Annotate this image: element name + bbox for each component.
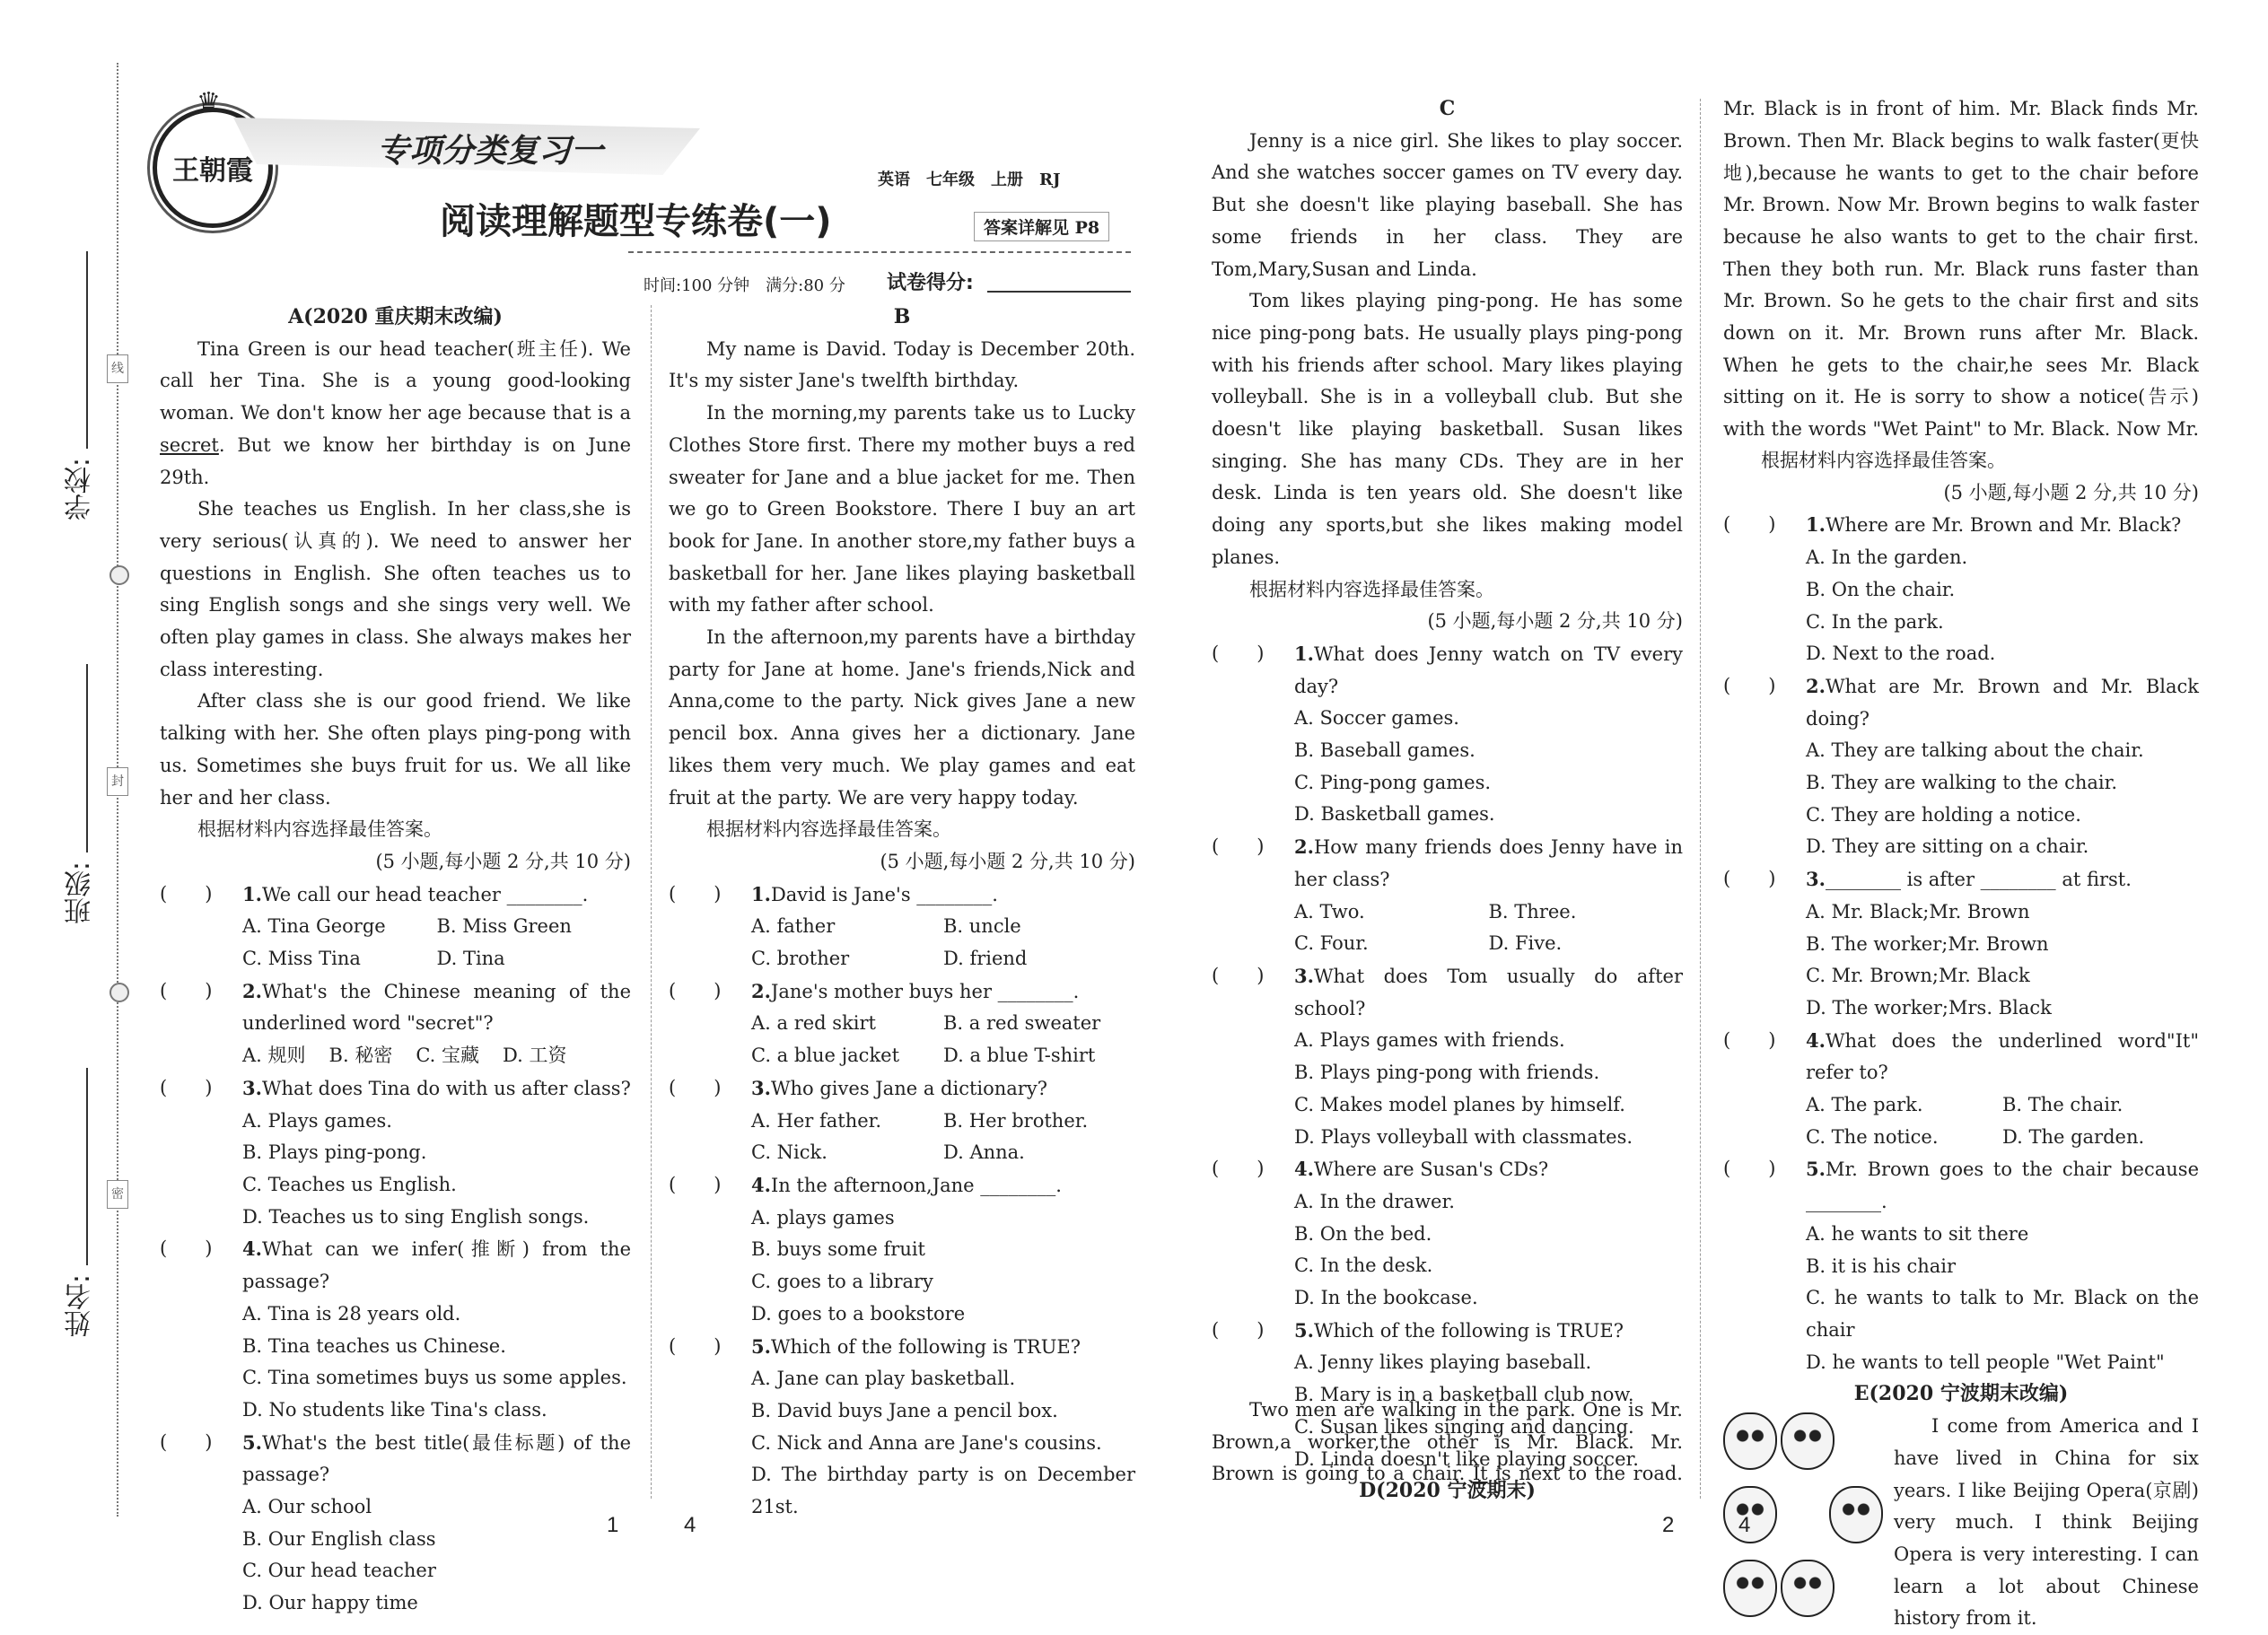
option: A. They are talking about the chair. <box>1806 739 2144 762</box>
option: D. No students like Tina's class. <box>242 1398 547 1421</box>
opera-mask-icon <box>1829 1486 1883 1543</box>
instruction: 根据材料内容选择最佳答案。 <box>1249 578 1494 600</box>
answer-box[interactable]: ( ) <box>669 882 722 905</box>
option: D. The garden. <box>2002 1125 2145 1148</box>
answer-ref: 答案详解见 P8 <box>974 212 1109 241</box>
option: A. he wants to sit there <box>1806 1222 2029 1245</box>
option: A. a red skirt <box>751 1012 876 1035</box>
option: C. They are holding a notice. <box>1806 803 2081 826</box>
option: A. The park. <box>1806 1094 1923 1116</box>
seal-mark-secret: 密 <box>107 1180 128 1209</box>
section-d <box>1723 93 2199 1635</box>
answer-box[interactable]: ( ) <box>669 1173 722 1195</box>
option: B. Mary is in a basketball club now. <box>1294 1384 1634 1406</box>
option: B. David buys Jane a pencil box. <box>751 1399 1058 1421</box>
question: ( ) 5.What's the best title(最佳标题) of the passage? <box>160 1427 631 1491</box>
option: B. The chair. <box>2002 1094 2124 1116</box>
section-heading: A(2020 重庆期末改编) <box>288 305 503 328</box>
option: D. Plays volleyball with classmates. <box>1294 1125 1633 1148</box>
option: C. Teaches us English. <box>242 1173 457 1195</box>
answer-box[interactable]: ( ) <box>160 882 213 905</box>
instruction: 根据材料内容选择最佳答案。 <box>197 818 442 841</box>
option: D. 工资 <box>503 1045 567 1067</box>
answer-box[interactable]: ( ) <box>669 1334 722 1357</box>
option: D. friend <box>943 948 1028 970</box>
answer-box[interactable]: ( ) <box>1212 642 1265 664</box>
answer-box[interactable]: ( ) <box>1212 1318 1265 1341</box>
question: ( ) 2.What's the Chinese meaning of the underlined word "secret"? <box>160 975 631 1040</box>
option: B. uncle <box>943 915 1021 938</box>
option: A. In the garden. <box>1806 546 1968 569</box>
column-divider <box>651 305 652 1499</box>
passage-paragraph: I come from America and I have lived in China for six years. I like Beijing Opera(京剧) very much. I think Beijing Opera is very interesting. I can learn a lot about Chinese history from it. <box>1894 1415 2199 1630</box>
passage-paragraph: Jenny is a nice girl. She likes to play soccer. And she watches soccer games on TV every day. But she doesn't like playing baseball. She has some friends in her class. They are Tom,Mary,Susan and Linda. <box>1212 129 1683 280</box>
option: C. 宝藏 <box>416 1045 479 1067</box>
option: B. Three. <box>1488 900 1577 922</box>
option: D. a blue T-shirt <box>943 1045 1096 1067</box>
instruction: 根据材料内容选择最佳答案。 <box>706 818 951 841</box>
option: A. 规则 <box>242 1045 306 1067</box>
option: B. a red sweater <box>943 1012 1101 1035</box>
option: D. The worker;Mrs. Black <box>1806 996 2052 1019</box>
option: D. They are sitting on a chair. <box>1806 835 2089 858</box>
passage-paragraph: Two men are walking in the park. One is Mr. Brown,a worker,the other is Mr. Black. Mr. Brown is going to a chair. It is next to the road. <box>1212 1399 1683 1485</box>
option: B. Our English class <box>242 1527 436 1550</box>
option: A. Her father. <box>751 1109 882 1132</box>
answer-box[interactable]: ( ) <box>160 1076 213 1098</box>
name-label: 姓名: <box>65 1274 96 1338</box>
option: A. Two. <box>1294 900 1365 922</box>
score-note: (5 小题,每小题 2 分,共 10 分) <box>880 850 1135 872</box>
score-field[interactable] <box>987 291 1131 293</box>
question: ( ) 3.________ is after ________ at first. <box>1723 863 2199 896</box>
score-note: (5 小题,每小题 2 分,共 10 分) <box>1943 481 2199 503</box>
option: C. Mr. Brown;Mr. Black <box>1806 965 2030 987</box>
answer-box[interactable]: ( ) <box>1212 835 1265 858</box>
score-note: (5 小题,每小题 2 分,共 10 分) <box>375 850 631 872</box>
seal-dot-icon <box>109 565 129 585</box>
option: C. a blue jacket <box>751 1045 900 1067</box>
option: A. Tina is 28 years old. <box>242 1302 461 1325</box>
option: A. Jane can play basketball. <box>751 1368 1016 1390</box>
option: A. father <box>751 915 836 938</box>
option: D. he wants to tell people "Wet Paint" <box>1806 1351 2165 1373</box>
section-heading: B <box>893 305 911 328</box>
opera-mask-icon <box>1723 1412 1777 1470</box>
answer-box[interactable]: ( ) <box>160 979 213 1001</box>
opera-mask-icon <box>1781 1560 1835 1617</box>
crown-icon: ♛ <box>197 87 221 118</box>
option: C. Miss Tina <box>242 948 361 970</box>
question: ( ) 3.Who gives Jane a dictionary? <box>669 1072 1135 1106</box>
option: C. Nick. <box>751 1141 828 1164</box>
question: ( ) 1.David is Jane's ________. <box>669 879 1135 912</box>
seal-dot-icon <box>109 983 129 1002</box>
option: C. brother <box>751 948 850 970</box>
question: ( ) 5.Which of the following is TRUE? <box>669 1331 1135 1364</box>
page-number: 4 <box>1738 1513 1751 1537</box>
option: A. In the drawer. <box>1294 1190 1455 1212</box>
option: C. Nick and Anna are Jane's cousins. <box>751 1431 1102 1454</box>
option: A. Plays games. <box>242 1109 392 1132</box>
option: B. On the bed. <box>1294 1222 1432 1245</box>
option: C. Ping-pong games. <box>1294 771 1492 793</box>
opera-mask-icon <box>1723 1560 1777 1617</box>
passage-continued: Mr. Black is in front of him. Mr. Black finds Mr. Brown. Then Mr. Black begins to walk faster(更快地),because he wants to get to the chair before Mr. Brown. Now Mr. Brown begins to walk faster because he also wants to get to the chair first. Then they both run. Mr. Black runs faster than Mr. Brown. So he gets to the chair first and sits down on it. Mr. Brown runs after Mr. Black. When he gets to the chair,he sees Mr. Black sitting on it. He is sorry to show a notice(告示) with the words "Wet Paint" to Mr. Black. Now Mr. <box>1723 98 2199 441</box>
option: B. buys some fruit <box>751 1238 925 1261</box>
passage-paragraph: She teaches us English. In her class,she is very serious(认真的). We need to answer her questions in English. She often teaches us to sing English songs and she sings very well. We often play games in class. She always makes her class interesting. <box>160 498 631 680</box>
option: A. Jenny likes playing baseball. <box>1294 1351 1592 1374</box>
answer-box[interactable]: ( ) <box>1212 964 1265 986</box>
option: D. Anna. <box>943 1141 1025 1164</box>
section-e <box>1723 1411 2199 1635</box>
option: C. In the park. <box>1806 610 1944 633</box>
passage-paragraph: Tom likes playing ping-pong. He has some nice ping-pong bats. He usually plays ping-pong with his friends after school. Mary likes playing volleyball. She is in a volleyball club. But she doesn't like playing basketball. Susan likes singing. She has many CDs. They are in her desk. Linda is ten years old. She doesn't like doing any sports,but she likes making model planes. <box>1212 290 1683 568</box>
option: D. Tina <box>436 948 505 970</box>
answer-box[interactable]: ( ) <box>1723 868 1776 890</box>
question: ( ) 5.Mr. Brown goes to the chair because ________. <box>1723 1153 2199 1218</box>
option: D. goes to a bookstore <box>751 1302 966 1325</box>
option: D. Teaches us to sing English songs. <box>242 1205 590 1228</box>
main-title: 阅读理解题型专练卷(一) <box>440 201 832 242</box>
class-label: 班级: <box>65 861 96 925</box>
name-field[interactable] <box>86 1068 88 1265</box>
option: C. The notice. <box>1806 1125 1939 1148</box>
title-underline <box>628 251 1131 253</box>
option: B. it is his chair <box>1806 1255 1957 1277</box>
question: ( ) 3.What does Tina do with us after class? <box>160 1072 631 1106</box>
question: ( ) 4.What does the underlined word"It" refer to? <box>1723 1025 2199 1089</box>
passage-paragraph: Tina Green is our head teacher(班主任). We call her Tina. She is a young good-looking woman. We don't know her age because that is a secret. But we know her birthday is on June 29th. <box>160 337 631 488</box>
answer-box[interactable]: ( ) <box>1723 674 1776 696</box>
answer-box[interactable]: ( ) <box>1723 1158 1776 1180</box>
question: ( ) 2.What are Mr. Brown and Mr. Black doing? <box>1723 670 2199 735</box>
section-d-flow <box>1212 1395 1683 1495</box>
option: B. On the chair. <box>1806 578 1956 600</box>
question: ( ) 4.Where are Susan's CDs? <box>1212 1153 1683 1186</box>
option: D. Linda doesn't like playing soccer. <box>1294 1447 1639 1470</box>
subject-tags: 英语 七年级 上册 RJ <box>878 170 1061 189</box>
option: D. Our happy time <box>242 1592 418 1614</box>
option: A. Soccer games. <box>1294 707 1459 730</box>
section-c <box>1212 93 1683 1508</box>
section-heading: C <box>1439 97 1456 120</box>
option: C. he wants to talk to Mr. Black on the chair <box>1806 1287 2199 1341</box>
opera-mask-icon <box>1781 1412 1835 1470</box>
passage-paragraph: My name is David. Today is December 20th. It's my sister Jane's twelfth birthday. <box>669 337 1135 392</box>
option: A. plays games <box>751 1206 895 1228</box>
section-b <box>669 302 1135 1524</box>
option: B. Tina teaches us Chinese. <box>242 1334 506 1357</box>
section-a <box>160 302 631 1620</box>
option: D. In the bookcase. <box>1294 1287 1478 1309</box>
question: ( ) 1.Where are Mr. Brown and Mr. Black? <box>1723 509 2199 542</box>
passage-paragraph: In the afternoon,my parents have a birthday party for Jane at home. Jane's friends,Nick and Anna,come to the party. Nick gives Jane a new pencil box. Anna gives her a dictionary. Jane likes them very much. We play games and eat fruit at the party. We are very happy today. <box>669 626 1135 809</box>
option: B. They are walking to the chair. <box>1806 772 2117 794</box>
option: D. The birthday party is on December 21st. <box>751 1464 1135 1518</box>
class-field[interactable] <box>86 664 88 852</box>
option: C. Makes model planes by himself. <box>1294 1093 1625 1115</box>
option: D. Next to the road. <box>1806 643 1996 665</box>
question: ( ) 5.Which of the following is TRUE? <box>1212 1315 1683 1348</box>
option: D. Five. <box>1488 932 1563 955</box>
question: ( ) 4.In the afternoon,Jane ________. <box>669 1169 1135 1202</box>
option: B. Miss Green <box>436 915 572 938</box>
option: C. Our head teacher <box>242 1560 436 1582</box>
option: B. The worker;Mr. Brown <box>1806 932 2049 955</box>
time-score: 时间:100 分钟 满分:80 分 <box>644 276 845 295</box>
option: B. Her brother. <box>943 1109 1089 1132</box>
question: ( ) 1.What does Jenny watch on TV every day? <box>1212 638 1683 703</box>
school-field[interactable] <box>86 251 88 449</box>
option: A. Tina George <box>242 915 386 938</box>
option: B. 秘密 <box>328 1045 393 1067</box>
option: C. goes to a library <box>751 1271 933 1293</box>
question: ( ) 3.What does Tom usually do after school? <box>1212 960 1683 1025</box>
option: B. Baseball games. <box>1294 739 1476 762</box>
page-number: 4 <box>684 1513 696 1537</box>
question: ( ) 1.We call our head teacher ________. <box>160 879 631 912</box>
option: B. Plays ping-pong. <box>242 1141 427 1164</box>
answer-box[interactable]: ( ) <box>669 979 722 1001</box>
option: A. Our school <box>242 1496 372 1518</box>
question: ( ) 2.Jane's mother buys her ________. <box>669 975 1135 1009</box>
brand-logo: ♛ 王朝霞 <box>153 108 273 228</box>
section-heading: E(2020 宁波期末改编) <box>1853 1382 2069 1406</box>
answer-box[interactable]: ( ) <box>1723 513 1776 536</box>
answer-box[interactable]: ( ) <box>1723 1028 1776 1051</box>
series-title: 专项分类复习一 <box>377 133 604 170</box>
seal-mark-seal: 封 <box>107 767 128 796</box>
answer-box[interactable]: ( ) <box>1212 1158 1265 1180</box>
passage-paragraph: After class she is our good friend. We like talking with her. She often plays ping-pong with us. Sometimes she buys fruit for us. We all like her and her class. <box>160 690 631 809</box>
option: C. In the desk. <box>1294 1255 1433 1277</box>
school-label: 学校: <box>65 458 96 521</box>
option: A. Mr. Black;Mr. Brown <box>1806 900 2030 922</box>
passage-paragraph: In the morning,my parents take us to Lucky Clothes Store first. There my mother buys a red sweater for Jane and a blue jacket for me. Then we go to Green Bookstore. There I buy an art book for Jane. In another store,my father buys a basketball for her. Jane likes playing basketball with my father after school. <box>669 402 1135 616</box>
option: A. Plays games with friends. <box>1294 1029 1565 1052</box>
column-divider <box>1700 99 1701 1499</box>
answer-box[interactable]: ( ) <box>160 1430 213 1453</box>
section-heading: D(2020 宁波期末) <box>1359 1479 1536 1503</box>
seal-mark-line: 线 <box>107 354 128 383</box>
page-number: 2 <box>1662 1513 1675 1537</box>
option: C. Tina sometimes buys us some apples. <box>242 1367 627 1389</box>
option: C. Susan likes singing and dancing. <box>1294 1415 1634 1438</box>
option: B. Plays ping-pong with friends. <box>1294 1062 1600 1084</box>
option: D. Basketball games. <box>1294 803 1495 826</box>
question: ( ) 2.How many friends does Jenny have in her class? <box>1212 831 1683 896</box>
answer-box[interactable]: ( ) <box>669 1076 722 1098</box>
question: ( ) 4.What can we infer(推断) from the passage? <box>160 1233 631 1298</box>
instruction: 根据材料内容选择最佳答案。 <box>1761 450 2006 471</box>
option: C. Four. <box>1294 932 1369 955</box>
answer-box[interactable]: ( ) <box>160 1237 213 1260</box>
page-number: 1 <box>607 1513 619 1537</box>
score-label: 试卷得分: <box>887 272 974 294</box>
score-note: (5 小题,每小题 2 分,共 10 分) <box>1427 610 1683 633</box>
